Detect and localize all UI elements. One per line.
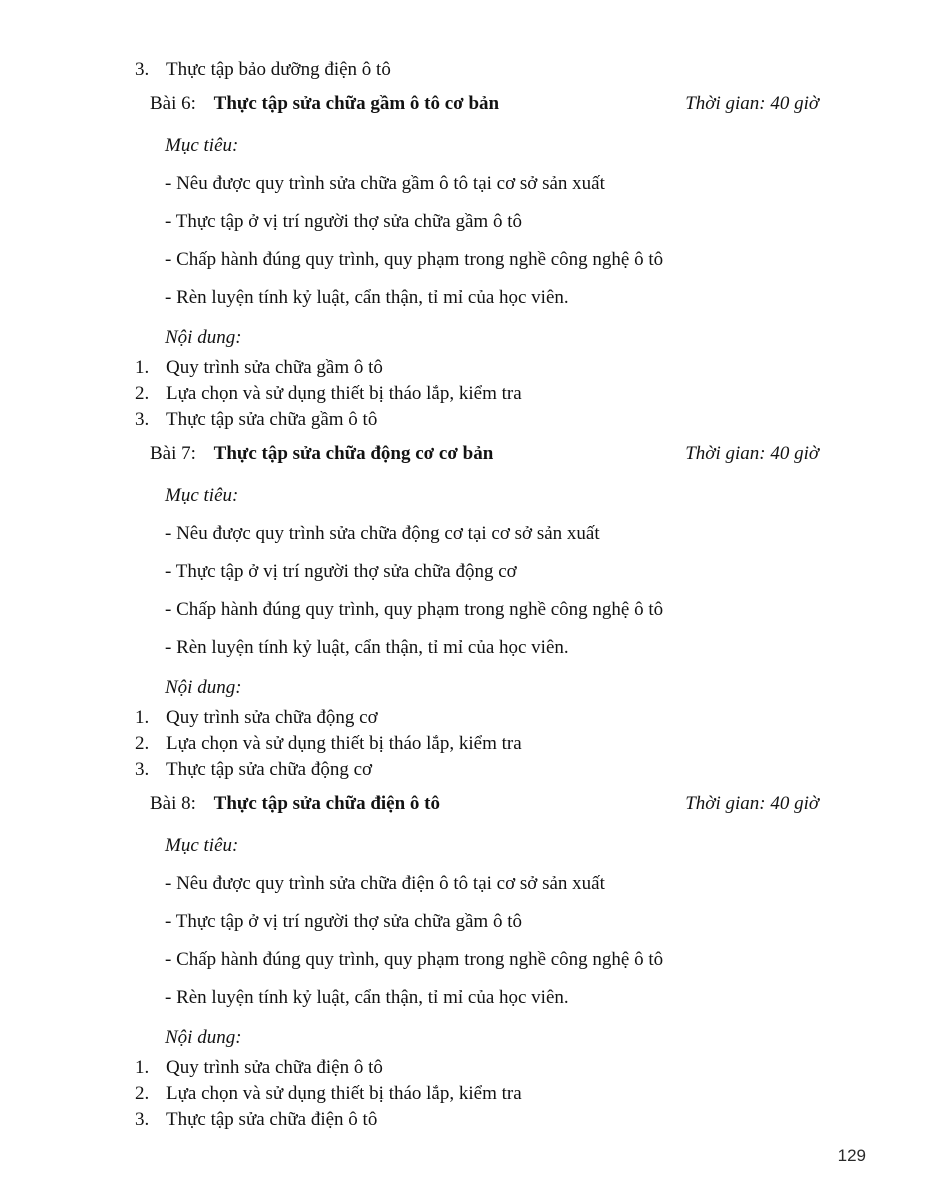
lesson-duration: Thời gian: 40 giờ (685, 93, 819, 114)
objective-item: - Thực tập ở vị trí người thợ sửa chữa gầm ô tô (165, 211, 522, 232)
lesson-bai-8 (135, 791, 819, 1133)
intro-item-text: Thực tập bảo dưỡng điện ô tô (166, 59, 391, 80)
document-body (135, 57, 819, 1133)
item-number: 2. (135, 733, 150, 754)
content-item (135, 1055, 819, 1081)
objective-item: - Rèn luyện tính kỷ luật, cẩn thận, tỉ mỉ của học viên. (165, 287, 569, 308)
content-item (135, 1081, 819, 1107)
page-number: 129 (837, 1146, 866, 1165)
objective-item: - Chấp hành đúng quy trình, quy phạm trong nghề công nghệ ô tô (165, 949, 664, 970)
item-number: 1. (135, 1057, 150, 1078)
intro-list-item (135, 57, 819, 83)
objectives-heading: Mục tiêu: (165, 485, 239, 506)
content-item (135, 1107, 819, 1133)
objectives-heading: Mục tiêu: (165, 135, 239, 156)
item-number: 2. (135, 1083, 150, 1104)
content-list (135, 355, 819, 433)
lesson-duration: Thời gian: 40 giờ (685, 443, 819, 464)
intro-item-number: 3. (135, 59, 150, 80)
objective-item: - Rèn luyện tính kỷ luật, cẩn thận, tỉ mỉ của học viên. (165, 987, 569, 1008)
lesson-label: Bài 8: (150, 793, 196, 814)
lesson-header (135, 441, 819, 467)
lesson-duration: Thời gian: 40 giờ (685, 793, 819, 814)
item-number: 3. (135, 759, 150, 780)
lesson-title: Thực tập sửa chữa điện ô tô (213, 793, 441, 814)
item-text: Thực tập sửa chữa động cơ (166, 759, 373, 780)
objective-item: - Thực tập ở vị trí người thợ sửa chữa gầm ô tô (165, 911, 522, 932)
lesson-title: Thực tập sửa chữa động cơ cơ bản (213, 443, 494, 464)
item-number: 3. (135, 1109, 150, 1130)
objective-item: - Thực tập ở vị trí người thợ sửa chữa động cơ (165, 561, 517, 582)
objectives-heading: Mục tiêu: (165, 835, 239, 856)
objective-item: - Chấp hành đúng quy trình, quy phạm trong nghề công nghệ ô tô (165, 249, 664, 270)
lesson-header (135, 91, 819, 117)
content-list (135, 1055, 819, 1133)
item-text: Quy trình sửa chữa gầm ô tô (166, 357, 383, 378)
lesson-title-group (150, 791, 440, 817)
lesson-bai-7 (135, 441, 819, 783)
content-item (135, 355, 819, 381)
lesson-label: Bài 6: (150, 93, 196, 114)
content-item (135, 407, 819, 433)
lesson-header (135, 791, 819, 817)
content-item (135, 731, 819, 757)
objective-item: - Rèn luyện tính kỷ luật, cẩn thận, tỉ mỉ của học viên. (165, 637, 569, 658)
item-number: 3. (135, 409, 150, 430)
content-item (135, 757, 819, 783)
objective-item: - Nêu được quy trình sửa chữa gầm ô tô tại cơ sở sản xuất (165, 173, 605, 194)
content-heading: Nội dung: (165, 677, 242, 698)
item-text: Quy trình sửa chữa điện ô tô (166, 1057, 383, 1078)
content-item (135, 381, 819, 407)
content-heading: Nội dung: (165, 1027, 242, 1048)
content-item (135, 705, 819, 731)
content-heading: Nội dung: (165, 327, 242, 348)
content-list (135, 705, 819, 783)
item-number: 1. (135, 707, 150, 728)
item-text: Lựa chọn và sử dụng thiết bị tháo lắp, kiểm tra (166, 733, 522, 754)
lesson-title: Thực tập sửa chữa gầm ô tô cơ bản (213, 93, 500, 114)
item-text: Thực tập sửa chữa gầm ô tô (166, 409, 378, 430)
item-number: 2. (135, 383, 150, 404)
objective-item: - Chấp hành đúng quy trình, quy phạm trong nghề công nghệ ô tô (165, 599, 664, 620)
item-text: Thực tập sửa chữa điện ô tô (166, 1109, 378, 1130)
item-text: Lựa chọn và sử dụng thiết bị tháo lắp, kiểm tra (166, 1083, 522, 1104)
item-text: Quy trình sửa chữa động cơ (166, 707, 378, 728)
lesson-title-group (150, 441, 493, 467)
item-number: 1. (135, 357, 150, 378)
item-text: Lựa chọn và sử dụng thiết bị tháo lắp, kiểm tra (166, 383, 522, 404)
lesson-bai-6 (135, 91, 819, 433)
objective-item: - Nêu được quy trình sửa chữa điện ô tô tại cơ sở sản xuất (165, 873, 605, 894)
lesson-label: Bài 7: (150, 443, 196, 464)
lesson-title-group (150, 91, 499, 117)
objective-item: - Nêu được quy trình sửa chữa động cơ tại cơ sở sản xuất (165, 523, 600, 544)
